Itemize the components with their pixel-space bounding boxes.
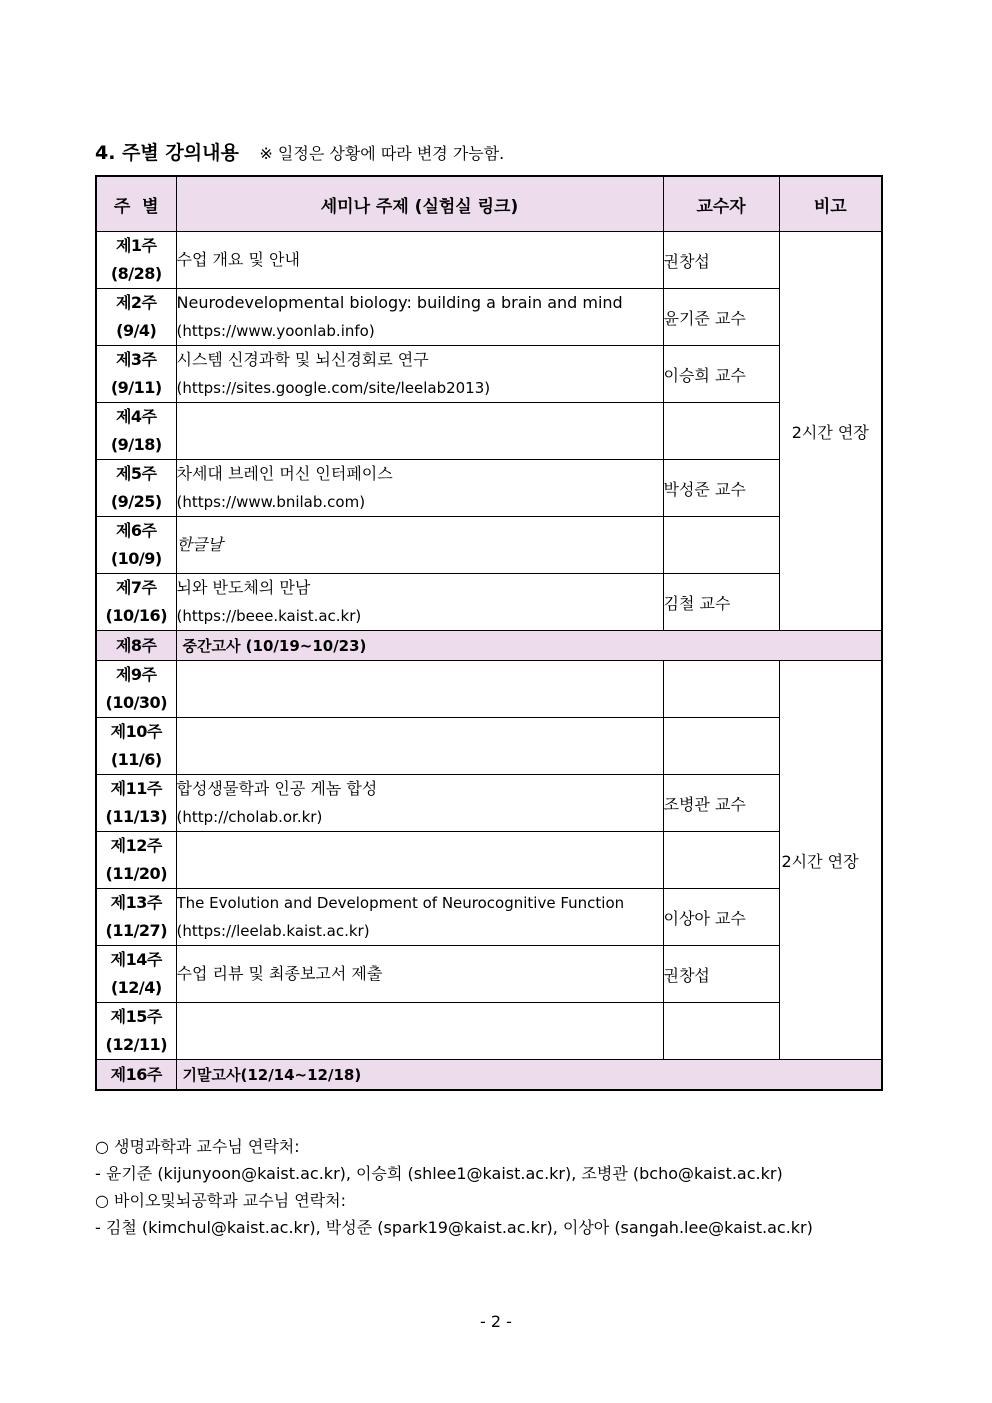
- professor-cell: 이상아 교수: [663, 889, 779, 946]
- week-cell: 제16주: [96, 1060, 176, 1091]
- lab-link[interactable]: (https://www.yoonlab.info): [176, 322, 375, 340]
- table-row: [96, 574, 882, 631]
- topic-cell: The Evolution and Development of Neurocognitive Function (https://leelab.kaist.ac.kr): [176, 889, 663, 946]
- week-cell: 제11주 (11/13): [96, 775, 176, 832]
- week-cell: 제6주 (10/9): [96, 517, 176, 574]
- week-cell: 제15주 (12/11): [96, 1003, 176, 1060]
- section-title: 4. 주별 강의내용: [95, 142, 239, 164]
- note-cell: 2시간 연장: [779, 661, 882, 1060]
- professor-cell: [663, 661, 779, 718]
- section-heading: [95, 138, 504, 165]
- contacts-section: [95, 1133, 813, 1241]
- professor-cell: [663, 403, 779, 460]
- holiday-label: 한글날: [176, 535, 223, 554]
- week-cell: 제10주 (11/6): [96, 718, 176, 775]
- header-topic: 세미나 주제 (실험실 링크): [176, 176, 663, 232]
- table-row: [96, 718, 882, 775]
- final-exam-label: 기말고사(12/14~12/18): [176, 1060, 882, 1091]
- professor-cell: [663, 1003, 779, 1060]
- table-row: [96, 889, 882, 946]
- professor-cell: 권창섭: [663, 946, 779, 1003]
- week-cell: 제14주 (12/4): [96, 946, 176, 1003]
- topic-cell: 합성생물학과 인공 게놈 합성 (http://cholab.or.kr): [176, 775, 663, 832]
- topic-cell: [176, 403, 663, 460]
- table-row: [96, 661, 882, 718]
- table-row: [96, 946, 882, 1003]
- final-exam-row: [96, 1060, 882, 1091]
- topic-cell: 수업 개요 및 안내: [176, 232, 663, 289]
- topic-cell: [176, 517, 663, 574]
- lab-link[interactable]: (https://www.bnilab.com): [176, 493, 366, 511]
- note-cell: 2시간 연장: [779, 232, 882, 631]
- week-cell: 제3주 (9/11): [96, 346, 176, 403]
- week-cell: 제9주 (10/30): [96, 661, 176, 718]
- week-cell: 제12주 (11/20): [96, 832, 176, 889]
- professor-cell: [663, 517, 779, 574]
- header-week: 주 별: [96, 176, 176, 232]
- topic-cell: [176, 832, 663, 889]
- topic-cell: [176, 1003, 663, 1060]
- week-cell: 제13주 (11/27): [96, 889, 176, 946]
- professor-cell: [663, 718, 779, 775]
- weekly-schedule-table: [95, 175, 883, 1091]
- topic-cell: [176, 718, 663, 775]
- table-row: [96, 346, 882, 403]
- lab-link[interactable]: (http://cholab.or.kr): [176, 808, 323, 826]
- professor-cell: 윤기준 교수: [663, 289, 779, 346]
- topic-cell: 차세대 브레인 머신 인터페이스 (https://www.bnilab.com): [176, 460, 663, 517]
- week-cell: 제7주 (10/16): [96, 574, 176, 631]
- midterm-label: 중간고사 (10/19~10/23): [176, 631, 882, 661]
- bbe-contacts-title: ○ 바이오및뇌공학과 교수님 연락처:: [95, 1191, 346, 1210]
- professor-cell: [663, 832, 779, 889]
- topic-cell: 뇌와 반도체의 만남 (https://beee.kaist.ac.kr): [176, 574, 663, 631]
- professor-cell: 권창섭: [663, 232, 779, 289]
- header-professor: 교수자: [663, 176, 779, 232]
- professor-cell: 이승희 교수: [663, 346, 779, 403]
- topic-cell: 수업 리뷰 및 최종보고서 제출: [176, 946, 663, 1003]
- table-row: [96, 460, 882, 517]
- week-cell: 제5주 (9/25): [96, 460, 176, 517]
- table-row: [96, 289, 882, 346]
- midterm-row: [96, 631, 882, 661]
- lab-link[interactable]: (https://beee.kaist.ac.kr): [176, 607, 362, 625]
- bbe-contacts-list: - 김철 (kimchul@kaist.ac.kr), 박성준 (spark19@kaist.ac.kr), 이상아 (sangah.lee@kaist.ac.kr): [95, 1218, 813, 1237]
- page-number: - 2 -: [480, 1312, 512, 1331]
- bio-contacts-list: - 윤기준 (kijunyoon@kaist.ac.kr), 이승희 (shlee1@kaist.ac.kr), 조병관 (bcho@kaist.ac.kr): [95, 1164, 783, 1183]
- table-row: [96, 403, 882, 460]
- schedule-note: ※ 일정은 상황에 따라 변경 가능함.: [259, 144, 505, 163]
- table-header-row: [96, 176, 882, 232]
- week-cell: 제2주 (9/4): [96, 289, 176, 346]
- week-cell: 제1주 (8/28): [96, 232, 176, 289]
- week-cell: 제8주: [96, 631, 176, 661]
- lab-link[interactable]: (https://sites.google.com/site/leelab2013): [176, 379, 491, 397]
- table-row: [96, 1003, 882, 1060]
- professor-cell: 박성준 교수: [663, 460, 779, 517]
- table-row: [96, 517, 882, 574]
- topic-cell: [176, 661, 663, 718]
- professor-cell: 조병관 교수: [663, 775, 779, 832]
- table-row: [96, 832, 882, 889]
- table-row: [96, 232, 882, 289]
- bio-contacts-title: ○ 생명과학과 교수님 연락처:: [95, 1137, 300, 1156]
- topic-cell: Neurodevelopmental biology: building a brain and mind (https://www.yoonlab.info): [176, 289, 663, 346]
- professor-cell: 김철 교수: [663, 574, 779, 631]
- lab-link[interactable]: (https://leelab.kaist.ac.kr): [176, 922, 370, 940]
- week-cell: 제4주 (9/18): [96, 403, 176, 460]
- table-row: [96, 775, 882, 832]
- topic-cell: 시스템 신경과학 및 뇌신경회로 연구 (https://sites.google.com/site/leelab2013): [176, 346, 663, 403]
- header-note: 비고: [779, 176, 882, 232]
